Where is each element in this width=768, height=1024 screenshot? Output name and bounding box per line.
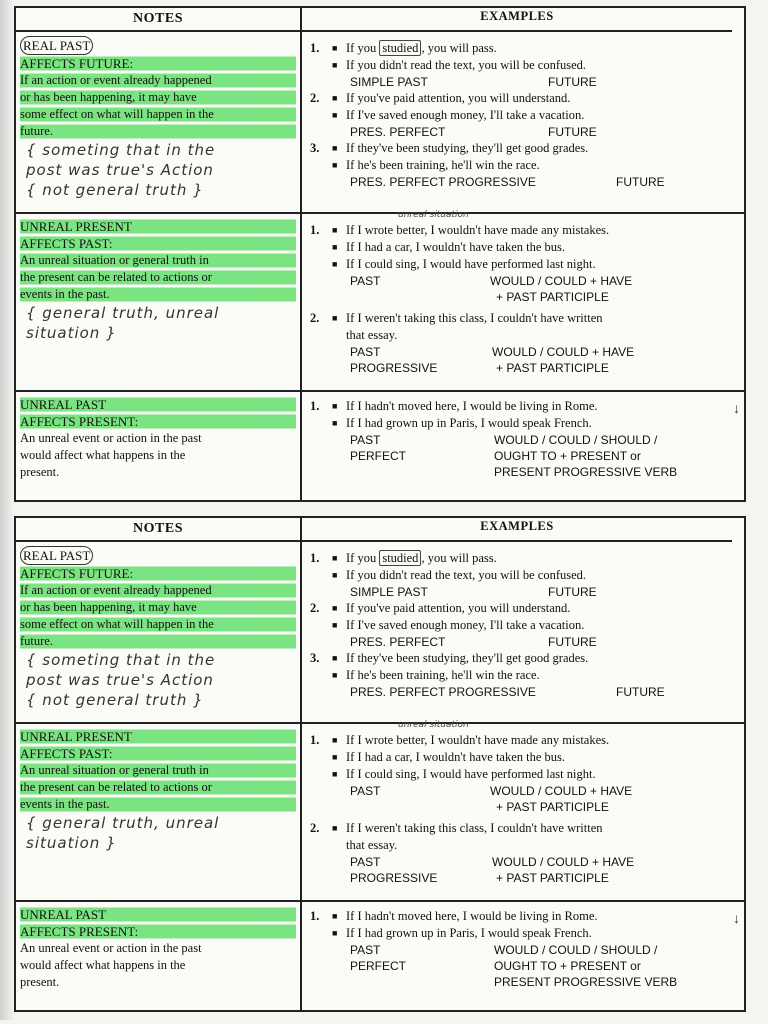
example-number: 1. [310,909,320,923]
tense-label: FUTURE [616,175,665,189]
tense-label: WOULD / COULD / SHOULD / [494,943,658,957]
example-sentence [310,90,740,107]
example-text: If I wrote better, I wouldn't have made any mistakes. [346,733,610,747]
note-line: would affect what happens in the [20,448,186,462]
example-sentence [310,749,740,766]
bullet-icon: ■ [332,823,338,833]
handwritten-note: { general truth, unreal [26,304,220,322]
example-sentence [310,140,740,157]
example-group-1-2 [310,90,740,140]
tense-label-row [310,273,740,289]
tense-label: FUTURE [548,125,597,139]
tense-label-row [310,432,740,448]
example-number: 1. [310,551,320,565]
bullet-icon: ■ [332,43,338,53]
tense-label: WOULD / COULD + HAVE [492,345,635,359]
example-number: 1. [310,223,320,237]
example-group-1-3 [310,140,740,190]
note-3 [20,396,296,481]
margin-tick-mark: ↓ [733,402,740,417]
tense-label-row [310,174,740,190]
tense-label-row [310,124,740,140]
example-sentence [310,415,740,432]
bullet-icon: ■ [332,418,338,428]
example-group-3-1 [310,398,740,480]
tense-label-row [310,360,740,376]
note-line: present. [20,465,60,479]
example-text: If I had grown up in Paris, I would speak French. [346,926,592,940]
note-line: would affect what happens in the [20,958,186,972]
note-subtitle: AFFECTS FUTURE: [20,565,296,582]
note-title: UNREAL PAST [20,396,296,413]
note-subtitle: AFFECTS PAST: [20,235,296,252]
note-line: An unreal event or action in the past [20,941,202,955]
example-sentence [310,732,740,749]
bullet-icon: ■ [332,313,338,323]
tense-label-row [310,344,740,360]
example-text: If I could sing, I would have performed last night. [346,257,596,271]
row-divider [16,212,744,214]
tense-label: SIMPLE PAST [350,75,428,89]
example-text: If I hadn't moved here, I would be living in Rome. [346,399,598,413]
example-text: If I've saved enough money, I'll take a vacation. [346,108,585,122]
example-sentence [310,925,740,942]
handwritten-note: { someting that in the [26,651,216,669]
tense-label-row [310,942,740,958]
example-number: 1. [310,399,320,413]
example-text: If you've paid attention, you will understand. [346,91,571,105]
note-line: the present can be related to actions or [20,779,296,796]
example-text: If I've saved enough money, I'll take a vacation. [346,618,585,632]
handwritten-note: situation } [26,834,117,852]
note-line: If an action or event already happened [20,582,296,599]
tense-label: PAST [350,784,381,798]
tense-label: PRESENT PROGRESSIVE VERB [494,975,678,989]
tense-label: PRESENT PROGRESSIVE VERB [494,465,678,479]
example-group-1-1 [310,40,740,90]
tense-label: WOULD / COULD + HAVE [490,784,633,798]
note-line: events in the past. [20,286,296,303]
tense-label: + PAST PARTICIPLE [496,361,609,375]
example-text: If I wrote better, I wouldn't have made any mistakes. [346,223,610,237]
bullet-icon: ■ [332,225,338,235]
example-number: 2. [310,821,320,835]
bullet-icon: ■ [332,735,338,745]
tense-label-row [310,464,740,480]
example-text: If I had a car, I wouldn't have taken the bus. [346,240,566,254]
note-title: REAL PAST [20,546,93,565]
example-text: If I had grown up in Paris, I would speak French. [346,416,592,430]
note-line: If an action or event already happened [20,72,296,89]
handwritten-note: { someting that in the [26,141,216,159]
bullet-icon: ■ [332,259,338,269]
example-group-1-3 [310,650,740,700]
example-sentence [310,107,740,124]
bullet-icon: ■ [332,752,338,762]
bullet-icon: ■ [332,653,338,663]
bullet-icon: ■ [332,570,338,580]
example-number: 2. [310,91,320,105]
tense-label-row [310,634,740,650]
example-text: If he's been training, he'll win the race. [346,668,540,682]
note-subtitle: AFFECTS FUTURE: [20,55,296,72]
example-sentence [310,398,740,415]
example-text: that essay. [346,328,398,342]
example-text: If they've been studying, they'll get good grades. [346,141,589,155]
example-sentence [310,310,740,344]
row-divider [16,900,744,902]
column-divider [300,518,302,1010]
note-line: or has been happening, it may have [20,89,296,106]
note-2 [20,218,296,343]
scan-edge [0,0,14,510]
example-group-3-1 [310,908,740,990]
tense-label: PAST [350,433,381,447]
tense-label: + PAST PARTICIPLE [496,290,609,304]
note-2 [20,728,296,853]
column-divider [300,8,302,500]
tense-label: PROGRESSIVE [350,361,438,375]
example-sentence [310,820,740,854]
tense-label-row [310,870,740,886]
grammar-table [14,6,746,502]
example-sentence [310,550,740,567]
scan-edge [0,510,14,1020]
example-group-2-2 [310,310,740,376]
note-line: or has been happening, it may have [20,599,296,616]
example-number: 3. [310,651,320,665]
example-text: If you [346,41,380,55]
row-divider [16,722,744,724]
note-line: some effect on what will happen in the [20,106,296,123]
tense-label: PAST [350,274,381,288]
tense-label: FUTURE [548,635,597,649]
example-group-1-2 [310,600,740,650]
tense-label: WOULD / COULD + HAVE [492,855,635,869]
example-text: If I weren't taking this class, I couldn't have written [346,821,603,835]
tense-label-row [310,958,740,974]
example-text: If I could sing, I would have performed last night. [346,767,596,781]
example-group-2-1 [310,222,740,305]
note-1 [20,36,296,200]
example-text: that essay. [346,838,398,852]
scan-copy-top [0,0,768,510]
examples-header: EXAMPLES [302,8,732,32]
example-sentence [310,567,740,584]
margin-tick-mark: ↓ [733,912,740,927]
example-number: 2. [310,311,320,325]
example-sentence [310,908,740,925]
grammar-copy-table [14,516,746,1012]
example-text: , you will pass. [421,41,497,55]
bullet-icon: ■ [332,110,338,120]
tense-label: PAST [350,855,381,869]
note-line: events in the past. [20,796,296,813]
bullet-icon: ■ [332,60,338,70]
example-text: studied [379,550,421,566]
example-number: 1. [310,733,320,747]
handwritten-annotation: unreal situation [398,720,469,730]
note-line: future. [20,633,296,650]
note-1 [20,546,296,710]
tense-label: PRES. PERFECT [350,635,446,649]
tense-label-row [310,974,740,990]
tense-label: WOULD / COULD / SHOULD / [494,433,658,447]
handwritten-note: { not general truth } [26,691,204,709]
bullet-icon: ■ [332,160,338,170]
handwritten-note: situation } [26,324,117,342]
bullet-icon: ■ [332,143,338,153]
example-sentence [310,667,740,684]
note-subtitle: AFFECTS PAST: [20,745,296,762]
note-title: REAL PAST [20,36,93,55]
note-line: An unreal situation or general truth in [20,762,296,779]
example-text: If you didn't read the text, you will be confused. [346,568,587,582]
tense-label: WOULD / COULD + HAVE [490,274,633,288]
bullet-icon: ■ [332,553,338,563]
handwritten-note: { not general truth } [26,181,204,199]
tense-label: OUGHT TO + PRESENT or [494,449,641,463]
example-sentence [310,57,740,74]
note-line: some effect on what will happen in the [20,616,296,633]
tense-label-row [310,854,740,870]
tense-label: SIMPLE PAST [350,585,428,599]
tense-label: PRES. PERFECT PROGRESSIVE [350,685,536,699]
example-text: studied [379,40,421,56]
example-text: If I had a car, I wouldn't have taken the bus. [346,750,566,764]
example-text: If I weren't taking this class, I couldn't have written [346,311,603,325]
example-sentence [310,157,740,174]
example-group-1-1 [310,550,740,600]
tense-label: PERFECT [350,959,407,973]
note-line: An unreal situation or general truth in [20,252,296,269]
bullet-icon: ■ [332,93,338,103]
tense-label: PROGRESSIVE [350,871,438,885]
bullet-icon: ■ [332,603,338,613]
bullet-icon: ■ [332,242,338,252]
examples-header: EXAMPLES [302,518,732,542]
example-text: , you will pass. [421,551,497,565]
tense-label-row [310,448,740,464]
note-line: future. [20,123,296,140]
tense-label-row [310,799,740,815]
handwritten-note: post was true's Action [26,671,214,689]
tense-label: PRES. PERFECT [350,125,446,139]
note-line: the present can be related to actions or [20,269,296,286]
tense-label: PAST [350,345,381,359]
example-text: If you've paid attention, you will understand. [346,601,571,615]
example-text: If you [346,551,380,565]
example-sentence [310,256,740,273]
tense-label-row [310,584,740,600]
example-sentence [310,766,740,783]
tense-label: FUTURE [616,685,665,699]
example-text: If you didn't read the text, you will be confused. [346,58,587,72]
example-sentence [310,600,740,617]
example-text: If I hadn't moved here, I would be living in Rome. [346,909,598,923]
example-number: 2. [310,601,320,615]
tense-label-row [310,783,740,799]
note-subtitle: AFFECTS PRESENT: [20,923,296,940]
note-title: UNREAL PRESENT [20,218,296,235]
example-number: 3. [310,141,320,155]
bullet-icon: ■ [332,401,338,411]
tense-label: PERFECT [350,449,407,463]
tense-label: OUGHT TO + PRESENT or [494,959,641,973]
bullet-icon: ■ [332,928,338,938]
example-group-2-2 [310,820,740,886]
example-sentence [310,617,740,634]
bullet-icon: ■ [332,911,338,921]
tense-label-row [310,684,740,700]
tense-label-row [310,74,740,90]
example-text: If he's been training, he'll win the race. [346,158,540,172]
example-group-2-1 [310,732,740,815]
note-line: An unreal event or action in the past [20,431,202,445]
handwritten-annotation: unreal situation [398,210,469,220]
example-text: If they've been studying, they'll get good grades. [346,651,589,665]
scan-copy-bottom [0,510,768,1020]
note-line: present. [20,975,60,989]
tense-label: + PAST PARTICIPLE [496,800,609,814]
row-divider [16,390,744,392]
bullet-icon: ■ [332,769,338,779]
tense-label: PRES. PERFECT PROGRESSIVE [350,175,536,189]
note-subtitle: AFFECTS PRESENT: [20,413,296,430]
example-sentence [310,650,740,667]
bullet-icon: ■ [332,670,338,680]
example-number: 1. [310,41,320,55]
note-3 [20,906,296,991]
example-sentence [310,222,740,239]
handwritten-note: { general truth, unreal [26,814,220,832]
note-title: UNREAL PAST [20,906,296,923]
notes-header: NOTES [16,8,302,32]
tense-label: FUTURE [548,585,597,599]
tense-label: FUTURE [548,75,597,89]
bullet-icon: ■ [332,620,338,630]
notes-header: NOTES [16,518,302,542]
example-sentence [310,40,740,57]
tense-label: PAST [350,943,381,957]
handwritten-note: post was true's Action [26,161,214,179]
tense-label: + PAST PARTICIPLE [496,871,609,885]
tense-label-row [310,289,740,305]
example-sentence [310,239,740,256]
note-title: UNREAL PRESENT [20,728,296,745]
